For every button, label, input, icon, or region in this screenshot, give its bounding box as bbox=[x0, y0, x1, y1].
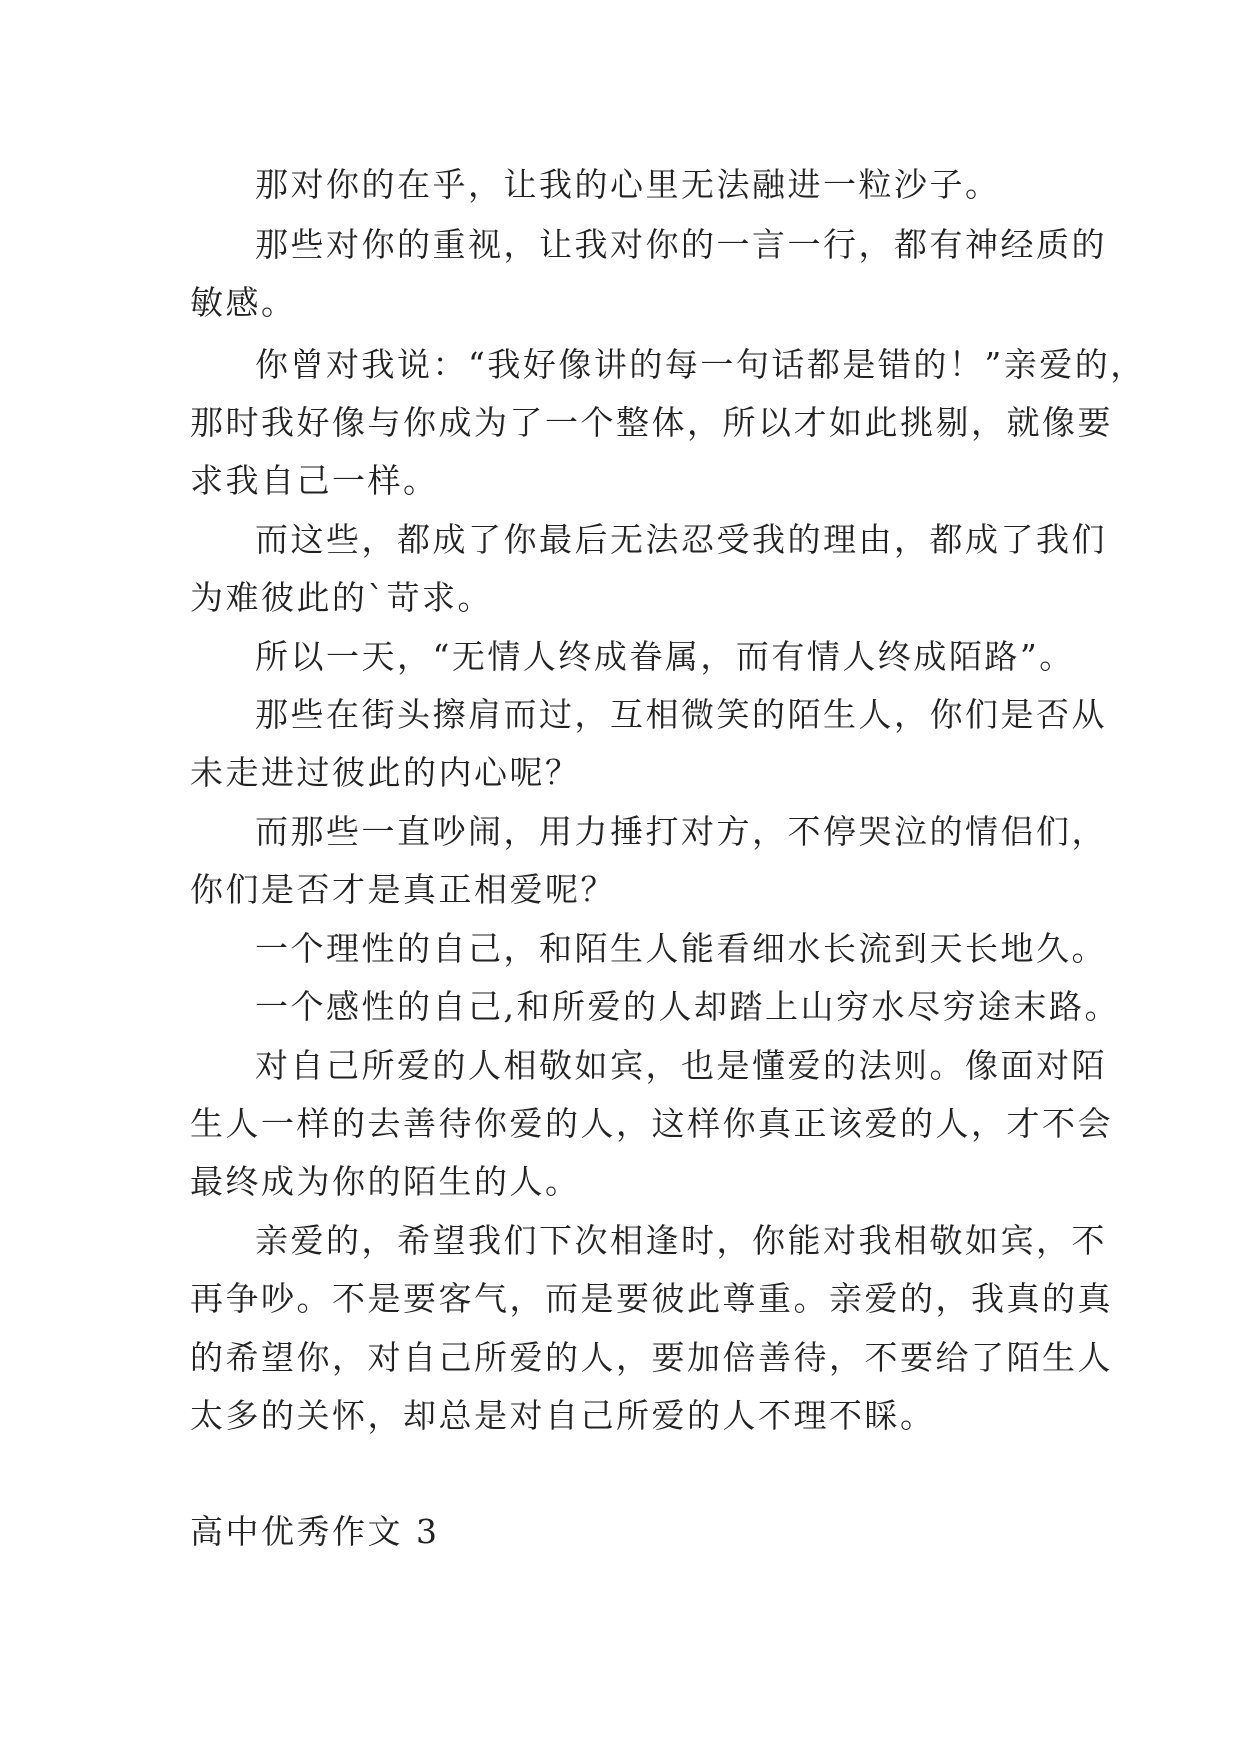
paragraph-line: 那些在街头擦肩而过，互相微笑的陌生人，你们是否从 bbox=[255, 695, 1107, 734]
paragraph-line: 敏感。 bbox=[190, 283, 297, 322]
paragraph-line: 你曾对我说：“我好像讲的每一句话都是错的！”亲爱的， bbox=[255, 345, 1146, 384]
paragraph-line: 对自己所爱的人相敬如宾，也是懂爱的法则。像面对陌 bbox=[255, 1046, 1107, 1085]
paragraph-line: 未走进过彼此的内心呢？ bbox=[190, 753, 581, 792]
paragraph-line: 再争吵。不是要客气，而是要彼此尊重。亲爱的，我真的真 bbox=[190, 1279, 1113, 1318]
paragraph-line: 亲爱的，希望我们下次相逢时，你能对我相敬如宾，不 bbox=[255, 1221, 1107, 1260]
paragraph-line: 那对你的在乎，让我的心里无法融进一粒沙子。 bbox=[255, 165, 1001, 204]
paragraph-line: 你们是否才是真正相爱呢？ bbox=[190, 870, 616, 909]
paragraph-line: 太多的关怀，却总是对自己所爱的人不理不睬。 bbox=[190, 1396, 936, 1435]
paragraph-line: 生人一样的去善待你爱的人，这样你真正该爱的人，才不会 bbox=[190, 1104, 1113, 1143]
paragraph-line: 所以一天，“无情人终成眷属，而有情人终成陌路”。 bbox=[255, 637, 1075, 676]
paragraph-line: 为难彼此的`苛求。 bbox=[190, 578, 493, 617]
paragraph-line: 一个理性的自己，和陌生人能看细水长流到天长地久。 bbox=[255, 929, 1107, 968]
paragraph-line: 最终成为你的陌生的人。 bbox=[190, 1162, 581, 1201]
paragraph-line: 而这些，都成了你最后无法忍受我的理由，都成了我们 bbox=[255, 520, 1107, 559]
paragraph-line: 那些对你的重视，让我对你的一言一行，都有神经质的 bbox=[255, 225, 1107, 264]
paragraph-line: 求我自己一样。 bbox=[190, 461, 439, 500]
paragraph-line: 而那些一直吵闹，用力捶打对方，不停哭泣的情侣们， bbox=[255, 812, 1107, 851]
paragraph-line: 的希望你，对自己所爱的人，要加倍善待，不要给了陌生人 bbox=[190, 1338, 1113, 1377]
section-heading: 高中优秀作文 3 bbox=[190, 1512, 440, 1551]
paragraph-line: 那时我好像与你成为了一个整体，所以才如此挑剔，就像要 bbox=[190, 403, 1113, 442]
paragraph-line: 一个感性的自己,和所爱的人却踏上山穷水尽穷途末路。 bbox=[255, 987, 1120, 1026]
